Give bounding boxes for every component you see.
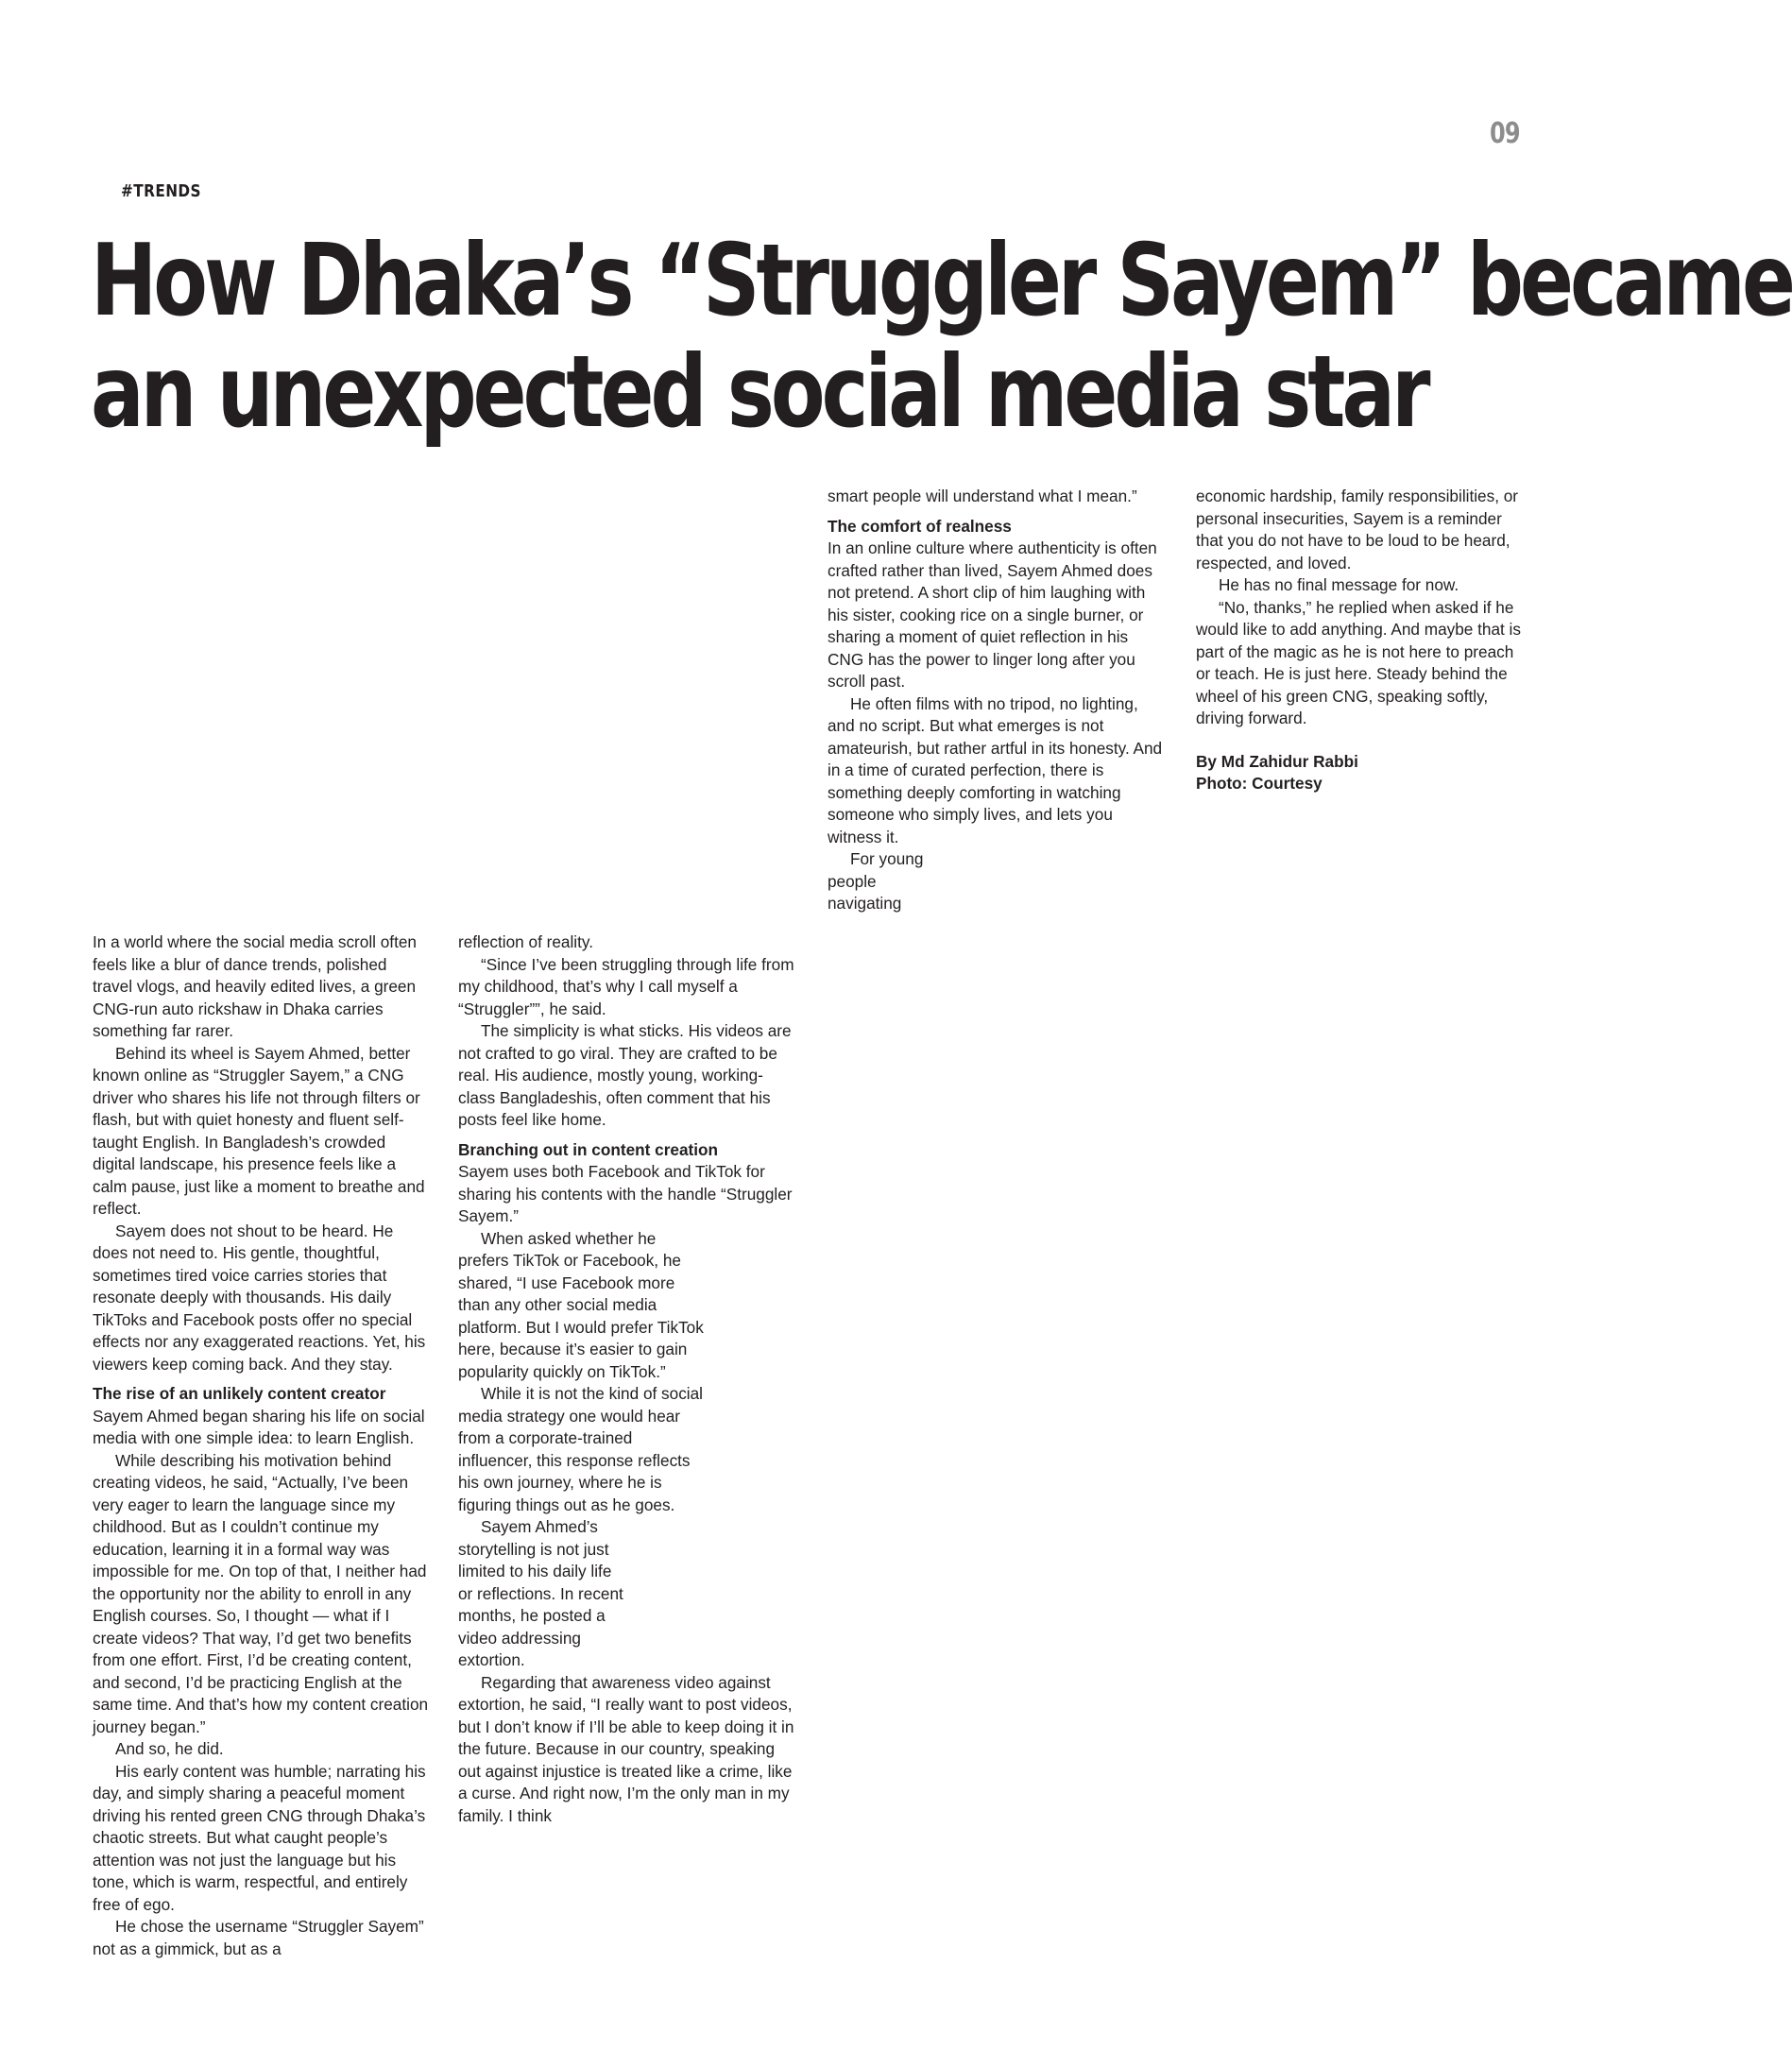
subheading: The rise of an unlikely content creator bbox=[93, 1384, 386, 1403]
paragraph: “Since I’ve been struggling through life from my childhood, that’s why I call myself a “Struggler””, he said. bbox=[458, 954, 794, 1018]
paragraph: “No, thanks,” he replied when asked if he would like to add anything. And maybe that is part of the magic as he is not here to preach or teach. He is just here. Steady behind the wheel of his green CNG, speaking softly, driving forward. bbox=[1196, 597, 1521, 727]
paragraph: While describing his motivation behind creating videos, he said, “Actually, I’ve been very eager to learn the language since my childhood. But as I couldn’t continue my education, learning it in a formal way was impossible for me. On top of that, I neither had the opportunity nor the ability to enroll in any English courses. So, I thought — what if I create videos? That way, I’d get two benefits from one effort. First, I’d be creating content, and second, I’d be practicing English at the same time. And that’s how my content creation journey began.” bbox=[93, 1450, 429, 1736]
paragraph: While it is not the kind of social media strategy one would hear from a corporate-trained influencer, this response reflects his own journey, where he is figuring things out as he goes. bbox=[458, 1384, 704, 1514]
paragraph: In a world where the social media scroll often feels like a blur of dance trends, polished travel vlogs, and heavily edited lives, a green CNG-run auto rickshaw in Dhaka carries something far rarer. bbox=[93, 932, 417, 1040]
article-column-2 bbox=[458, 931, 794, 1827]
byline: By Md Zahidur Rabbi bbox=[1196, 751, 1358, 771]
photo-credit: Photo: Courtesy bbox=[1196, 774, 1323, 793]
article-column-1 bbox=[93, 931, 429, 1960]
paragraph: For young people navigating bbox=[828, 849, 924, 913]
paragraph: Sayem Ahmed began sharing his life on social media with one simple idea: to learn English. bbox=[93, 1406, 425, 1447]
paragraph: And so, he did. bbox=[115, 1739, 224, 1758]
section-tag: #TRENDS bbox=[121, 181, 201, 201]
paragraph: economic hardship, family responsibilities, or personal insecurities, Sayem is a reminder that you do not have to be loud to be heard, respected, and loved. bbox=[1196, 487, 1519, 572]
credits bbox=[1196, 751, 1532, 795]
paragraph: reflection of reality. bbox=[458, 932, 593, 951]
headline-line-1: How Dhaka’s “Struggler Sayem” became bbox=[91, 223, 1792, 338]
paragraph: The simplicity is what sticks. His videos are not crafted to go viral. They are crafted to be real. His audience, mostly young, working-class Bangladeshis, often comment that his posts feel like home. bbox=[458, 1021, 792, 1129]
paragraph: He chose the username “Struggler Sayem” not as a gimmick, but as a bbox=[93, 1917, 424, 1958]
paragraph: Behind its wheel is Sayem Ahmed, better known online as “Struggler Sayem,” a CNG driver who shares his life not through filters or flash, but with quiet honesty and fluent self-taught English. In Bangladesh’s crowded digital landscape, his presence feels like a calm pause, just like a moment to breathe and reflect. bbox=[93, 1043, 425, 1218]
paragraph: smart people will understand what I mean.” bbox=[828, 487, 1137, 505]
article-column-4 bbox=[1196, 486, 1532, 795]
article-column-3 bbox=[828, 486, 1164, 915]
paragraph: Sayem Ahmed’s storytelling is not just limited to his daily life or reflections. In recent months, he posted a video addressing extortion. bbox=[458, 1517, 623, 1669]
paragraph: He has no final message for now. bbox=[1219, 575, 1459, 594]
paragraph: He often films with no tripod, no lighting, and no script. But what emerges is not amateurish, but rather artful in its honesty. And in a time of curated perfection, there is something deeply comforting in watching someone who simply lives, and lets you witness it. bbox=[828, 693, 1163, 846]
paragraph: Regarding that awareness video against extortion, he said, “I really want to post videos, but I don’t know if I’ll be able to keep doing it in the future. Because in our country, speaking out against injustice is treated like a crime, like a curse. And right now, I’m the only man in my family. I think bbox=[458, 1672, 794, 1825]
subheading: The comfort of realness bbox=[828, 516, 1012, 536]
paragraph: His early content was humble; narrating his day, and simply sharing a peaceful moment driving his rented green CNG through Dhaka’s chaotic streets. But what caught people’s attention was not just the language but his tone, which is warm, respectful, and entirely free of ego. bbox=[93, 1761, 426, 1914]
page-number: 09 bbox=[1490, 117, 1520, 150]
paragraph: Sayem uses both Facebook and TikTok for sharing his contents with the handle “Struggler Sayem.” bbox=[458, 1162, 793, 1225]
paragraph: When asked whether he prefers TikTok or Facebook, he shared, “I use Facebook more than any other social media platform. But I would prefer TikTok here, because it’s easier to gain popularity quickly on TikTok.” bbox=[458, 1228, 704, 1381]
paragraph: In an online culture where authenticity is often crafted rather than lived, Sayem Ahmed does not pretend. A short clip of him laughing with his sister, cooking rice on a single burner, or sharing a moment of quiet reflection in his CNG has the power to linger long after you scroll past. bbox=[828, 538, 1157, 691]
headline-line-2: an unexpected social media star bbox=[91, 334, 1427, 450]
headline bbox=[91, 225, 1792, 448]
paragraph: Sayem does not shout to be heard. He does not need to. His gentle, thoughtful, sometimes tired voice carries stories that resonate deeply with thousands. His daily TikToks and Facebook posts offer no special effects nor any exaggerated reactions. Yet, his viewers keep coming back. And they stay. bbox=[93, 1221, 426, 1374]
subheading: Branching out in content creation bbox=[458, 1139, 719, 1159]
